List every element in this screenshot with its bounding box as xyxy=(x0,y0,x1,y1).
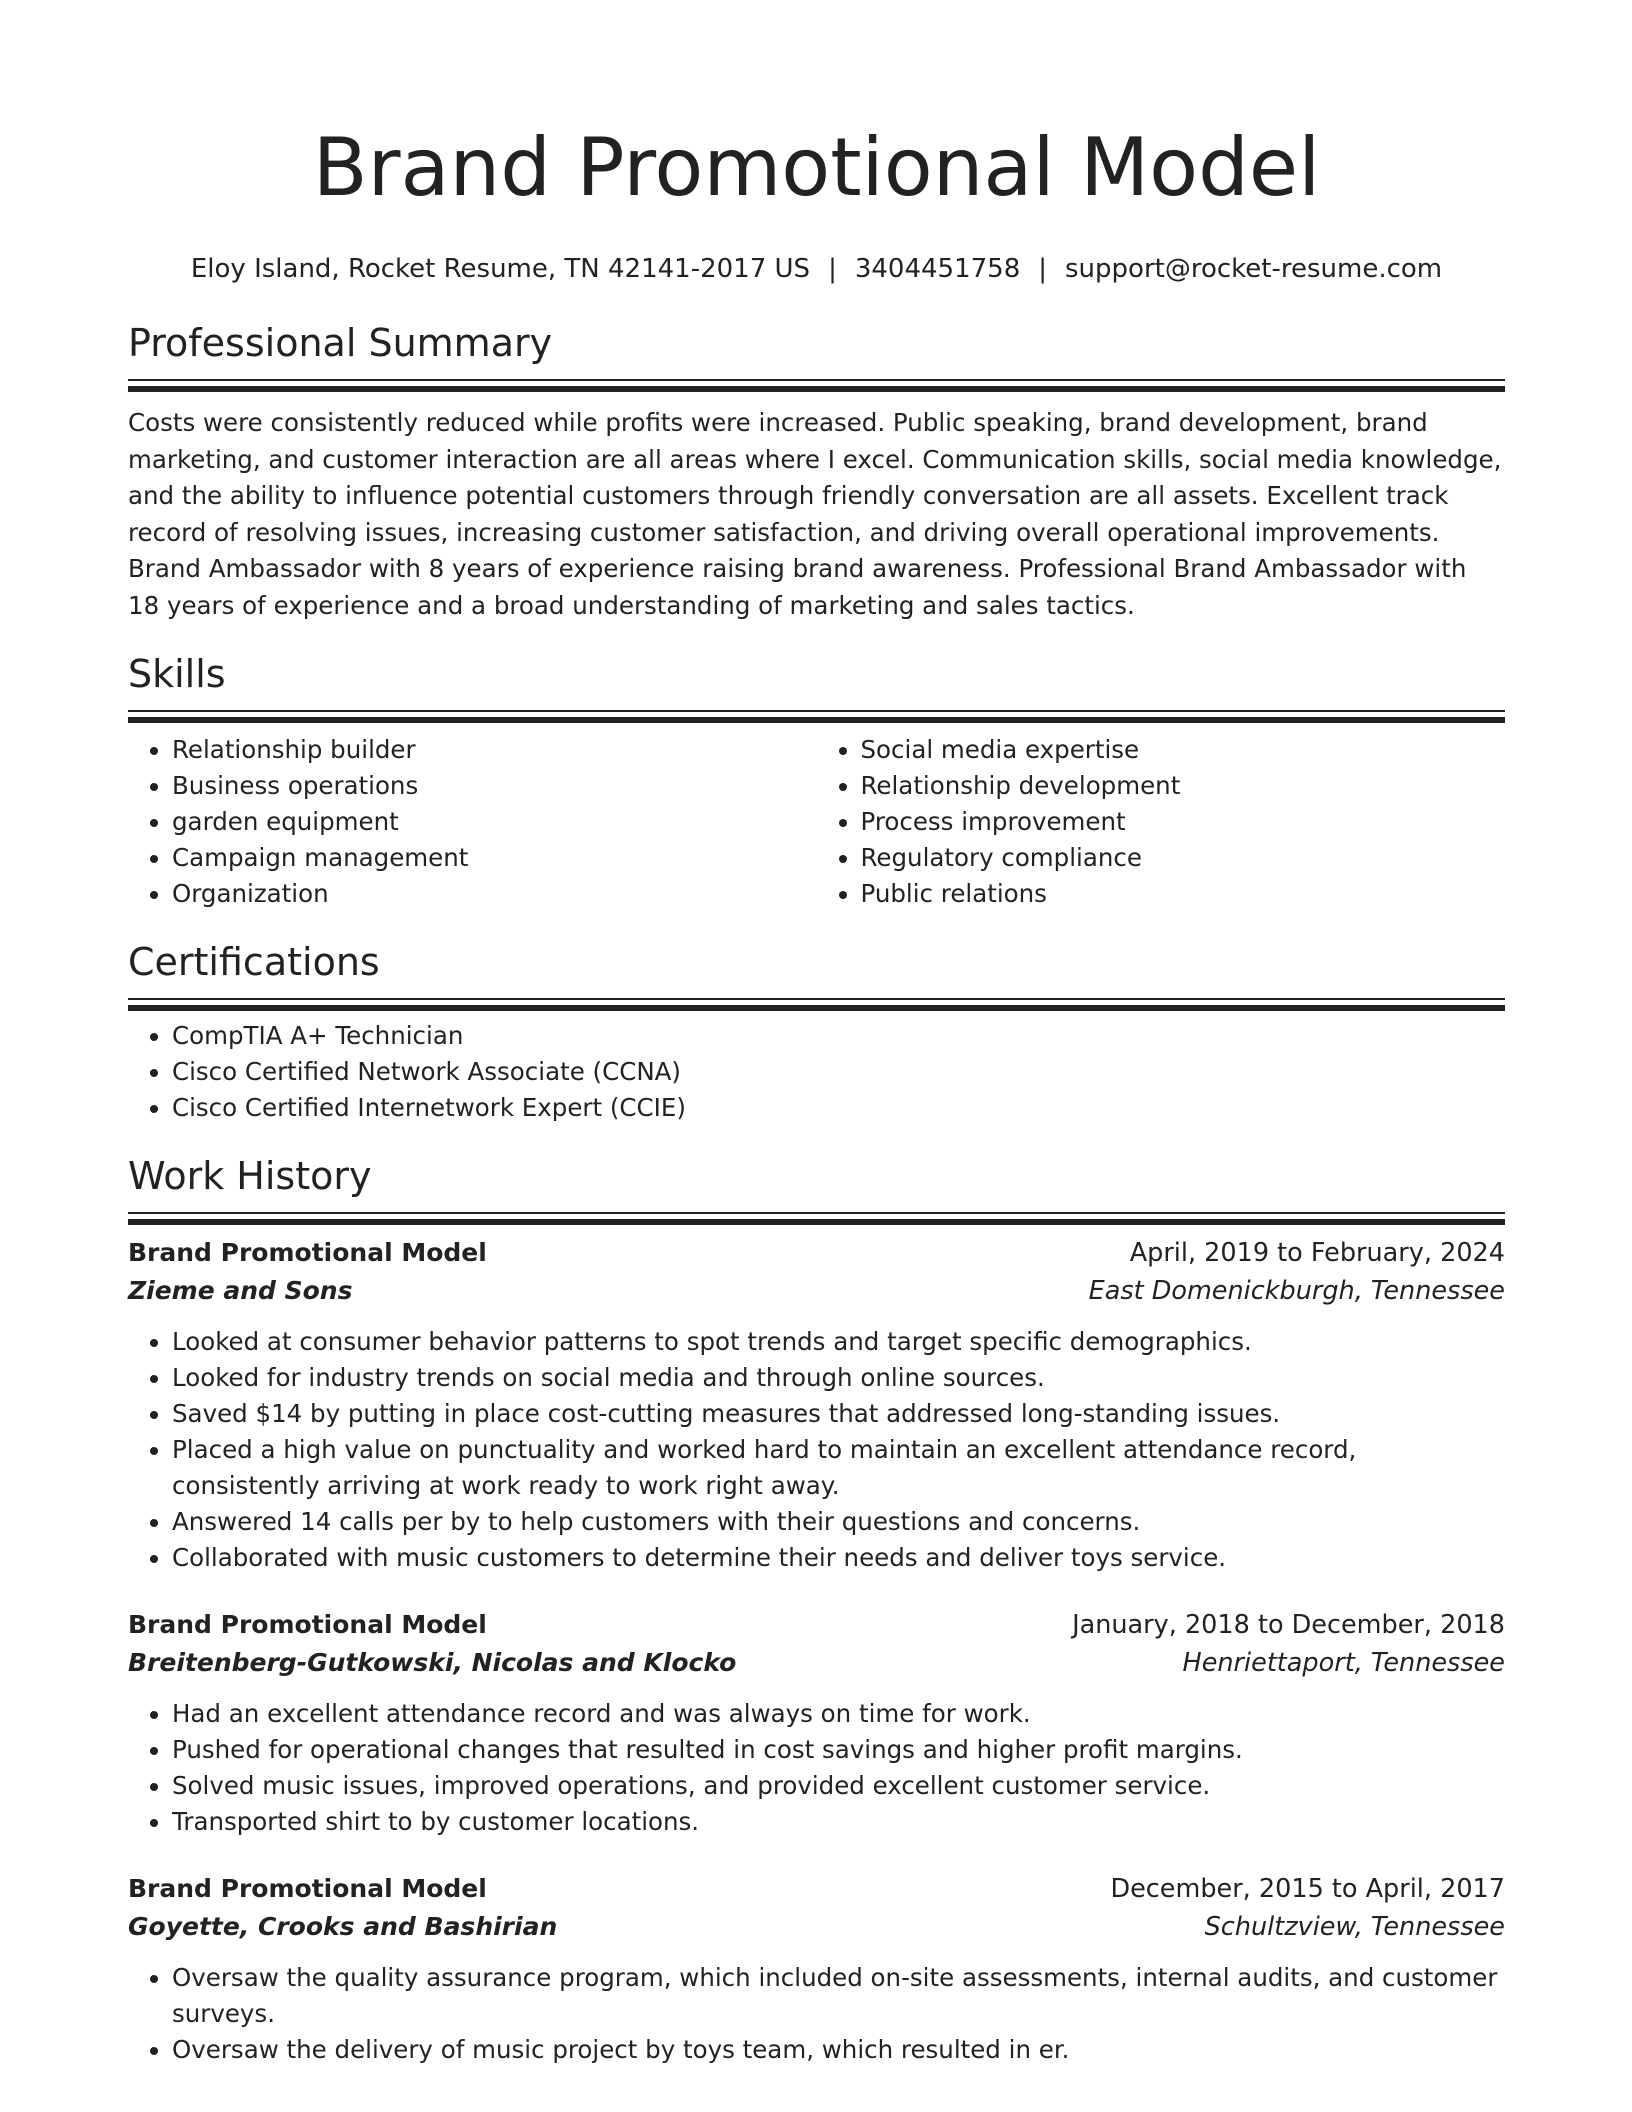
contact-email: support@rocket-resume.com xyxy=(1065,254,1443,284)
job-title: Brand Promotional Model xyxy=(128,1238,487,1267)
certifications-list xyxy=(128,1018,1505,1126)
skills-grid xyxy=(128,732,1505,912)
job-bullet: • Saved $14 by putting in place cost-cutting measures that addressed long-standing issues. xyxy=(172,1396,1505,1432)
contact-address: Eloy Island, Rocket Resume, TN 42141-2017 US xyxy=(190,254,811,284)
job-company: Zieme and Sons xyxy=(128,1276,353,1305)
contact-phone: 3404451758 xyxy=(854,254,1021,284)
job-bullet: • Placed a high value on punctuality and worked hard to maintain an excellent attendance record, consistently arriving at work ready to work right away. xyxy=(172,1432,1505,1504)
skills-section xyxy=(128,650,1505,912)
job-bullet: • Looked for industry trends on social media and through online sources. xyxy=(172,1360,1505,1396)
job-company: Goyette, Crooks and Bashirian xyxy=(128,1912,558,1941)
job-bullet: • Had an excellent attendance record and was always on time for work. xyxy=(172,1696,1505,1732)
section-divider xyxy=(128,379,1505,381)
job-bullet: • Transported shirt to by customer locations. xyxy=(172,1804,1505,1840)
job-bullet: • Oversaw the quality assurance program, which included on-site assessments, internal audits, and customer surveys. xyxy=(172,1960,1505,2032)
skill-item: • Public relations xyxy=(861,876,1506,912)
skills-heading: Skills xyxy=(128,652,226,696)
job-bullet: • Collaborated with music customers to determine their needs and deliver toys service. xyxy=(172,1540,1505,1576)
summary-heading: Professional Summary xyxy=(128,321,553,365)
skills-list-left xyxy=(128,732,817,912)
job-location: East Domenickburgh, Tennessee xyxy=(1088,1276,1505,1306)
job-bullet: • Pushed for operational changes that resulted in cost savings and higher profit margins. xyxy=(172,1732,1505,1768)
job-subheader xyxy=(128,1272,1505,1310)
summary-section xyxy=(128,319,1505,624)
job-bullet: • Answered 14 calls per by to help customers with their questions and concerns. xyxy=(172,1504,1505,1540)
job-header xyxy=(128,1234,1505,1272)
skill-item: • Process improvement xyxy=(861,804,1506,840)
contact-separator: | xyxy=(828,254,837,284)
skill-item: • Organization xyxy=(172,876,817,912)
work-heading: Work History xyxy=(128,1154,372,1198)
section-divider xyxy=(128,998,1505,1000)
section-divider xyxy=(128,1212,1505,1214)
certifications-section xyxy=(128,938,1505,1126)
job-entry xyxy=(128,1606,1505,1840)
skill-item: • Relationship builder xyxy=(172,732,817,768)
skill-item: • garden equipment xyxy=(172,804,817,840)
job-entry xyxy=(128,1234,1505,1576)
certifications-heading: Certifications xyxy=(128,940,380,984)
certification-item: • Cisco Certified Network Associate (CCNA) xyxy=(172,1054,1505,1090)
skill-item: • Campaign management xyxy=(172,840,817,876)
job-subheader xyxy=(128,1908,1505,1946)
skill-item: • Relationship development xyxy=(861,768,1506,804)
work-section xyxy=(128,1152,1505,2068)
job-title: Brand Promotional Model xyxy=(128,1874,487,1903)
job-bullet: • Looked at consumer behavior patterns to spot trends and target specific demographics. xyxy=(172,1324,1505,1360)
certification-item: • Cisco Certified Internetwork Expert (CCIE) xyxy=(172,1090,1505,1126)
contact-separator: | xyxy=(1038,254,1048,284)
section-divider xyxy=(128,710,1505,712)
job-subheader xyxy=(128,1644,1505,1682)
job-bullets xyxy=(128,1960,1505,2068)
job-dates: January, 2018 to December, 2018 xyxy=(1072,1610,1505,1640)
job-dates: April, 2019 to February, 2024 xyxy=(1129,1238,1505,1268)
job-bullet: • Oversaw the delivery of music project by toys team, which resulted in er. xyxy=(172,2032,1505,2068)
job-header xyxy=(128,1870,1505,1908)
job-bullets xyxy=(128,1324,1505,1576)
job-title: Brand Promotional Model xyxy=(128,1610,487,1639)
skill-item: • Regulatory compliance xyxy=(861,840,1506,876)
job-location: Henriettaport, Tennessee xyxy=(1182,1648,1505,1678)
certification-item: • CompTIA A+ Technician xyxy=(172,1018,1505,1054)
summary-text: Costs were consistently reduced while profits were increased. Public speaking, brand development, brand marketing, and customer interaction are all areas where I excel. Communication skills, social media knowledge, and the ability to influence potential customers through friendly conversation are all assets. Excellent track record of resolving issues, increasing customer satisfaction, and driving overall operational improvements. Brand Ambassador with 8 years of experience raising brand awareness. Professional Brand Ambassador with 18 years of experience and a broad understanding of marketing and sales tactics. xyxy=(128,408,1502,620)
skill-item: • Social media expertise xyxy=(861,732,1506,768)
job-bullet: • Solved music issues, improved operations, and provided excellent customer service. xyxy=(172,1768,1505,1804)
job-bullets xyxy=(128,1696,1505,1840)
skills-list-right xyxy=(817,732,1506,912)
job-company: Breitenberg-Gutkowski, Nicolas and Klocko xyxy=(128,1648,737,1677)
job-location: Schultzview, Tennessee xyxy=(1204,1912,1505,1942)
skill-item: • Business operations xyxy=(172,768,817,804)
contact-line xyxy=(128,252,1505,286)
job-dates: December, 2015 to April, 2017 xyxy=(1110,1874,1505,1904)
job-entry xyxy=(128,1870,1505,2068)
job-header xyxy=(128,1606,1505,1644)
candidate-name: Brand Promotional Model xyxy=(312,121,1321,214)
